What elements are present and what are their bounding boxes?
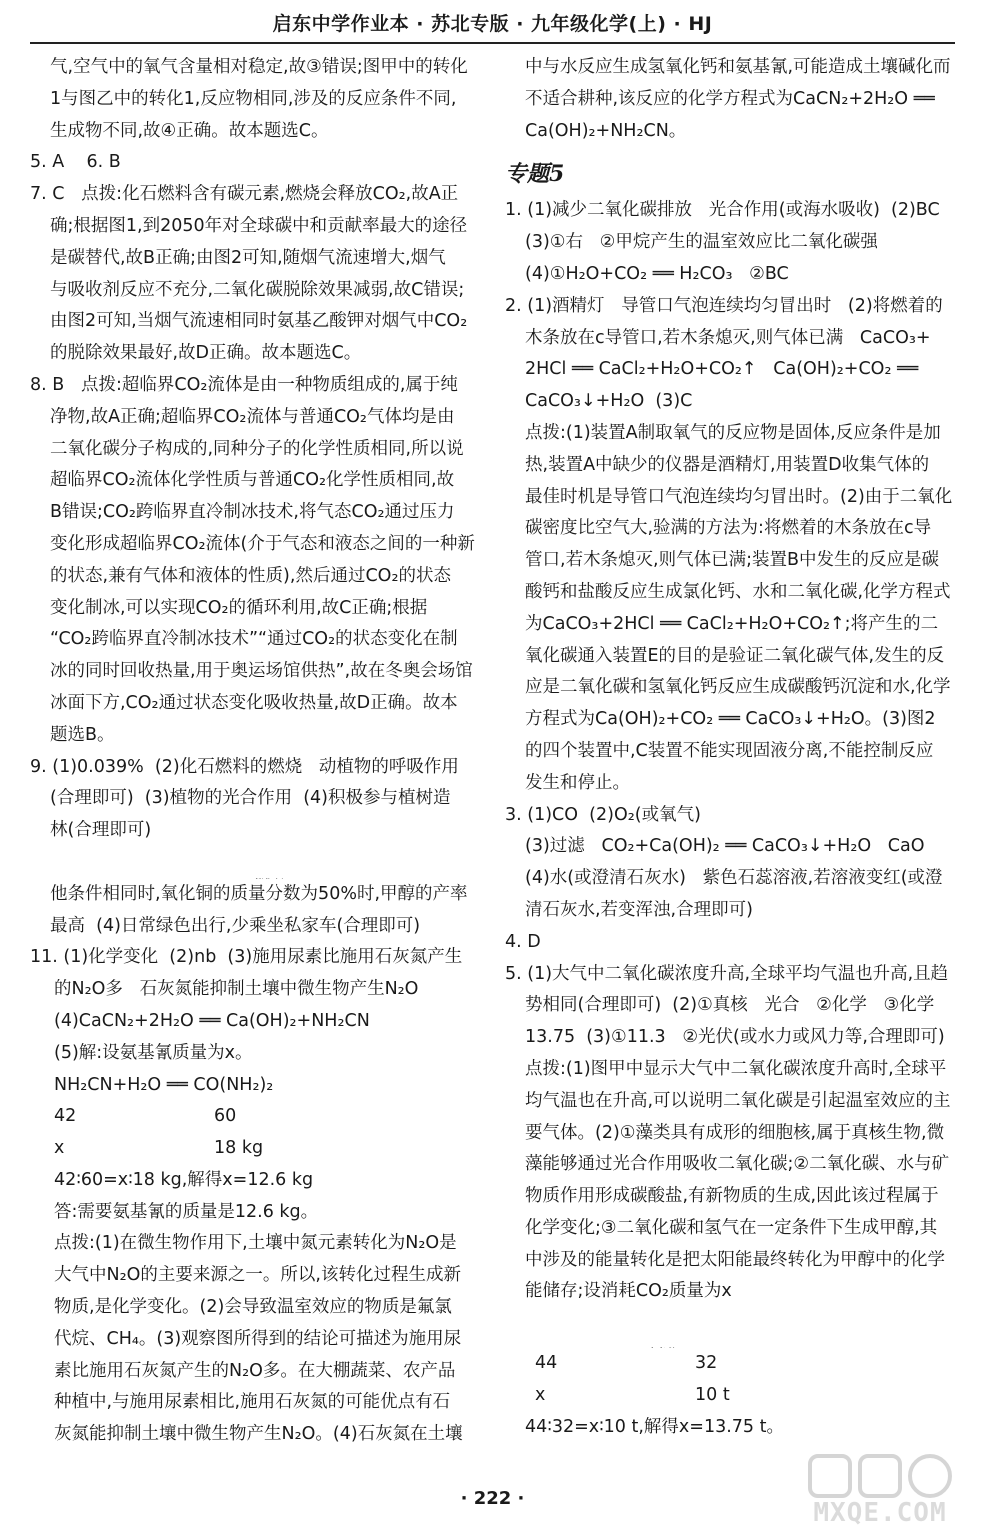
text-line: 的四个装置中,C装置不能实现固液分离,不能控制反应	[525, 740, 934, 761]
text-line: 最佳时机是导管口气泡连续均匀冒出时。(2)由于二氧化	[525, 486, 953, 507]
text-line: 的N₂O多 石灰氮能抑制土壤中微生物产生N₂O	[54, 979, 419, 1000]
text-line: 2HCl ══ CaCl₂+H₂O+CO₂↑ Ca(OH)₂+CO₂ ══	[525, 359, 919, 380]
ratio-cell: 10 t	[695, 1384, 730, 1405]
text-line: Ca(OH)₂+NH₂CN。	[525, 120, 687, 141]
ratio-cell: 32	[695, 1353, 718, 1374]
text-line: (4)①H₂O+CO₂ ══ H₂CO₃ ②BC	[525, 263, 789, 284]
answer-line: 4. D	[505, 931, 541, 952]
text-line: (5)解:设氨基氰质量为x。	[54, 1042, 253, 1063]
text-line: 他条件相同时,氧化铜的质量分数为50%时,甲醇的产率	[50, 883, 468, 904]
text-line: 中与水反应生成氢氧化钙和氨基氰,可能造成土壤碱化而	[525, 57, 951, 77]
text-line: 氧化碳通入装置E的目的是验证二氧化碳气体,发生的反	[525, 645, 945, 666]
text-line: 净物,故A正确;超临界CO₂流体与普通CO₂气体均是由	[50, 406, 455, 427]
text-line: 冰的同时回收热量,用于奥运场馆供热”,故在冬奥会场馆	[50, 661, 473, 682]
text-line: 应是二氧化碳和氢氧化钙反应生成碳酸钙沉淀和水,化学	[525, 677, 951, 698]
ratio-cell: x	[535, 1384, 546, 1405]
text-line: (合理即可) (3)植物的光合作用 (4)积极参与植树造	[50, 788, 451, 809]
text-line: 热,装置A中缺少的仪器是酒精灯,用装置D收集气体的	[525, 454, 930, 475]
ratio-row	[505, 1348, 955, 1380]
text-line: 气,空气中的氧气含量相对稳定,故③错误;图甲中的转化	[50, 57, 468, 77]
text-line: 化学变化;③二氧化碳和氢气在一定条件下生成甲醇,其	[525, 1217, 938, 1238]
text-line: (3)过滤 CO₂+Ca(OH)₂ ══ CaCO₃↓+H₂O CaO	[525, 836, 925, 857]
answer-line: 8. B 点拨:超临界CO₂流体是由一种物质组成的,属于纯	[30, 374, 458, 395]
text-line: 冰面下方,CO₂通过状态变化吸收热量,故D正确。故本	[50, 692, 458, 713]
text-line: 最高 (4)日常绿色出行,少乘坐私家车(合理即可)	[50, 915, 421, 936]
text-line: “CO₂跨临界直冷制冰技术”“通过CO₂的状态变化在制	[50, 629, 458, 650]
answer-line: 3. (1)CO (2)O₂(或氧气)	[505, 804, 701, 825]
text-line: 超临界CO₂流体化学性质与普通CO₂化学性质相同,故	[50, 470, 455, 491]
text-line: 能储存;设消耗CO₂质量为x	[525, 1281, 732, 1302]
text-line: 物质作用形成碳酸盐,有新物质的生成,因此该过程属于	[525, 1186, 939, 1207]
page-number: · 222 ·	[460, 1488, 525, 1509]
text-line: 不适合耕种,该反应的化学方程式为CaCN₂+2H₂O ══	[525, 88, 935, 109]
watermark-icon	[790, 1450, 970, 1502]
text-line: 酸钙和盐酸反应生成氯化钙、水和二氧化碳,化学方程式	[525, 581, 951, 602]
text-line: 管口,若木条熄灭,则气体已满;装置B中发生的反应是碳	[525, 550, 940, 571]
text-line: 代烷、CH₄。(3)观察图所得到的结论可描述为施用尿	[54, 1328, 462, 1349]
answer-line: 11. (1)化学变化 (2)nb (3)施用尿素比施用石灰氮产生	[30, 947, 463, 968]
ratio-cell: 18 kg	[214, 1138, 264, 1159]
text-line: 发生和停止。	[525, 772, 630, 793]
right-column	[505, 52, 955, 1443]
text-line: 点拨:(1)在微生物作用下,土壤中氮元素转化为N₂O是	[54, 1233, 457, 1254]
text-line: 变化形成超临界CO₂流体(介于气态和液态之间的一种新	[50, 533, 475, 554]
ratio-row	[30, 1101, 480, 1133]
text-line: 答:需要氨基氰的质量是12.6 kg。	[54, 1201, 319, 1222]
text-line: 林(合理即可)	[50, 820, 152, 841]
text-line: 的脱除效果最好,故D正确。故本题选C。	[50, 343, 362, 364]
text-line: 清石灰水,若变浑浊,合理即可)	[525, 899, 753, 920]
header-title: 启东中学作业本 · 苏北专版 · 九年级化学(上) · HJ	[272, 13, 713, 35]
answer-line: 5. A 6. B	[30, 152, 121, 173]
text-line: 碳密度比空气大,验满的方法为:将燃着的木条放在c导	[525, 518, 932, 539]
q10-equation-line	[30, 847, 480, 879]
text-line: 变化制冰,可以实现CO₂的循环利用,故C正确;根据	[50, 597, 428, 618]
text-line: 方程式为Ca(OH)₂+CO₂ ══ CaCO₃↓+H₂O。(3)图2	[525, 709, 936, 730]
text-line: 13.75 (3)①11.3 ②光伏(或水力或风力等,合理即可)	[525, 1027, 945, 1048]
text-line: 44∶32=x∶10 t,解得x=13.75 t。	[525, 1416, 784, 1437]
text-line: 二氧化碳分子构成的,同种分子的化学性质相同,所以说	[50, 438, 464, 459]
text-line: (4)水(或澄清石灰水) 紫色石蕊溶液,若溶液变红(或澄	[525, 868, 943, 889]
text-line: 确;根据图1,到2050年对全球碳中和贡献率最大的途径	[50, 215, 468, 236]
text-line: NH₂CN+H₂O ══ CO(NH₂)₂	[54, 1074, 274, 1095]
text-line: B错误;CO₂跨临界直冷制冰技术,将气态CO₂通过压力	[50, 502, 455, 523]
text-line: 要气体。(2)①藻类具有成形的细胞核,属于真核生物,微	[525, 1122, 945, 1143]
watermark-text: MXQE.COM	[813, 1498, 947, 1528]
answer-line: 7. C 点拨:化石燃料含有碳元素,燃烧会释放CO₂,故A正	[30, 184, 459, 205]
text-line: 物质,是化学变化。(2)会导致温室效应的物质是氟氯	[54, 1297, 452, 1318]
answer-line: 5. (1)大气中二氧化碳浓度升高,全球平均气温也升高,且趋	[505, 963, 949, 984]
text-line: 42∶60=x∶18 kg,解得x=12.6 kg	[54, 1169, 314, 1190]
text-line: 藻能够通过光合作用吸收二氧化碳;②二氧化碳、水与矿	[525, 1154, 950, 1175]
text-line: 为CaCO₃+2HCl ══ CaCl₂+H₂O+CO₂↑;将产生的二	[525, 613, 939, 634]
answer-line: 1. (1)减少二氧化碳排放 光合作用(或海水吸收) (2)BC	[505, 200, 940, 221]
text-line: 点拨:(1)图甲中显示大气中二氧化碳浓度升高时,全球平	[525, 1058, 947, 1079]
text-line: 种植中,与施用尿素相比,施用石灰氮的可能优点有石	[54, 1392, 451, 1413]
text-line: 均气温也在升高,可以说明二氧化碳是引起温室效应的主	[525, 1090, 951, 1111]
page-header	[30, 0, 955, 44]
text-line: 与吸收剂反应不充分,二氧化碳脱除效果减弱,故C错误;	[50, 279, 465, 300]
text-line: (3)①右 ②甲烷产生的温室效应比二氧化碳强	[525, 232, 878, 253]
text-line: 灰氮能抑制土壤中微生物产生N₂O。(4)石灰氮在土壤	[54, 1424, 463, 1445]
text-line: (4)CaCN₂+2H₂O ══ Ca(OH)₂+NH₂CN	[54, 1010, 370, 1031]
text-line: CaCO₃↓+H₂O (3)C	[525, 391, 693, 412]
text-line: 是碳替代,故B正确;由图2可知,随烟气流速增大,烟气	[50, 247, 446, 268]
text-line: 木条放在c导管口,若木条熄灭,则气体已满 CaCO₃+	[525, 327, 931, 348]
text-line: 中涉及的能量转化是把太阳能最终转化为甲醇中的化学	[525, 1249, 945, 1270]
text-line: 题选B。	[50, 724, 115, 745]
ratio-cell: 42	[54, 1106, 77, 1127]
ratio-cell: 60	[214, 1106, 237, 1127]
text-line: 1与图乙中的转化1,反应物相同,涉及的反应条件不同,	[50, 88, 457, 109]
text-line: 点拨:(1)装置A制取氧气的反应物是固体,反应条件是加	[525, 422, 941, 443]
ratio-cell: 44	[535, 1353, 558, 1374]
text-line: 生成物不同,故④正确。故本题选C。	[50, 120, 329, 141]
answer-line: 2. (1)酒精灯 导管口气泡连续均匀冒出时 (2)将燃着的	[505, 295, 943, 316]
text-line: 由图2可知,当烟气流速相同时氨基乙酸钾对烟气中CO₂	[50, 311, 468, 332]
answer-line: 9. (1)0.039% (2)化石燃料的燃烧 动植物的呼吸作用	[30, 756, 459, 777]
text-line: 大气中N₂O的主要来源之一。所以,该转化过程生成新	[54, 1265, 461, 1286]
q5-equation-line	[505, 1316, 955, 1348]
text-line: 素比施用石灰氮产生的N₂O多。在大棚蔬菜、农产品	[54, 1360, 456, 1381]
ratio-row	[505, 1380, 955, 1412]
text-line: 势相同(合理即可) (2)①真核 光合 ②化学 ③化学	[525, 995, 935, 1016]
left-column	[30, 52, 480, 1451]
ratio-row	[30, 1133, 480, 1165]
text-line: 的状态,兼有气体和液体的性质),然后通过CO₂的状态	[50, 565, 451, 586]
ratio-cell: x	[54, 1138, 65, 1159]
watermark-logo	[790, 1450, 970, 1530]
section-title: 专题5	[505, 161, 565, 188]
